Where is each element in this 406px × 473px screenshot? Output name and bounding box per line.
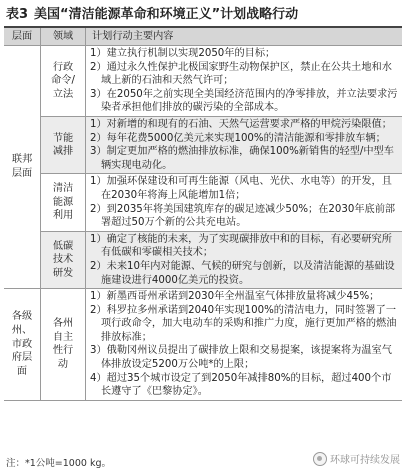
state-label: 各级州、市政府层面 [11, 311, 33, 377]
domain-label: 清洁能源利用 [52, 183, 74, 222]
wechat-icon [313, 452, 327, 466]
table-row [4, 46, 402, 117]
watermark-text: 环球可持续发展 [330, 455, 400, 466]
content-cell [86, 46, 403, 117]
content-cell [86, 231, 403, 288]
footnote: 注：*1公吨=1000 kg。 [6, 458, 111, 469]
header-domain: 领域 [41, 27, 86, 46]
table-row [4, 231, 402, 288]
list-item: 2）到2035年将美国建筑库存的碳足迹减少50%；在2030年底前部署超过50万个新的公共充电站。 [90, 203, 396, 229]
domain-cell [41, 289, 86, 401]
list-item: 2）未来10年内对能源、气候的研究与创新，以及清洁能源的基础设施建设进行4000亿美元的投资。 [90, 260, 395, 286]
domain-label: 节能减排 [52, 132, 74, 158]
domain-cell [41, 174, 86, 231]
content-cell [86, 289, 403, 401]
level-cell-state [4, 289, 41, 401]
domain-label: 低碳技术研发 [52, 240, 74, 279]
table-title [6, 4, 402, 26]
watermark [313, 451, 400, 466]
list-item: 3）在2050年之前实现全美国经济范围内的净零排放，并立法要求污染者承担他们排放的碳污染的全部成本。 [90, 88, 398, 114]
list-item: 1）建立执行机制以实现2050年的目标； [90, 48, 276, 59]
strategy-table [4, 26, 402, 401]
header-row [4, 27, 402, 46]
list-item: 3）制定更加严格的燃油排放标准，确保100%新销售的轻型/中型车辆实现电动化。 [90, 146, 394, 171]
table-number: 表3 [6, 7, 29, 22]
domain-cell [41, 116, 86, 173]
list-item: 1）加强环保建设和可再生能源（风电、光伏、水电等）的开发，且在2030年将海上风能增加1倍； [90, 176, 392, 201]
header-content: 计划行动主要内容 [86, 27, 403, 46]
domain-cell [41, 46, 86, 117]
list-item: 2）通过永久性保护北极国家野生动物保护区，禁止在公共土地和水域上新的石油和天然气许可； [90, 61, 392, 87]
list-item: 4）超过35个城市设定了到2050年减排80%的目标，超过400个市长遵守了《巴黎协定》。 [90, 372, 392, 398]
list-item: 1）确定了核能的未来，为了实现碳排放中和的目标，有必要研究所有低碳和零碳相关技术； [90, 233, 392, 259]
list-item: 2）每年花费5000亿美元来实现100%的清洁能源和零排放车辆； [90, 132, 386, 144]
level-cell-federal [4, 46, 41, 289]
list-item: 1）对新增的和现有的石油、天然气运营要求严格的甲烷污染限值； [90, 118, 392, 130]
content-cell [86, 174, 403, 231]
table-row [4, 289, 402, 401]
table-row [4, 116, 402, 173]
content-cell [86, 116, 403, 173]
federal-label: 联邦层面 [11, 154, 33, 180]
list-item: 3）俄勒冈州议员提出了碳排放上限和交易提案，该提案将为温室气体排放设定5200万公吨*的上限； [90, 345, 392, 371]
domain-label: 行政命令/立法 [51, 61, 75, 100]
list-item: 1）新墨西哥州承诺到2030年全州温室气体排放量将减少45%； [90, 291, 380, 303]
table-title-text: 美国“清洁能源革命和环境正义”计划战略行动 [34, 7, 299, 22]
list-item: 2）科罗拉多州承诺到2040年实现100%的清洁电力，同时签署了一项行政命令，加大电动车的采购和推广力度，施行更加严格的燃油排放标准； [90, 304, 397, 343]
table-row [4, 174, 402, 231]
domain-label: 各州自主性行动 [52, 318, 74, 371]
header-level: 层面 [4, 27, 41, 46]
domain-cell [41, 231, 86, 288]
